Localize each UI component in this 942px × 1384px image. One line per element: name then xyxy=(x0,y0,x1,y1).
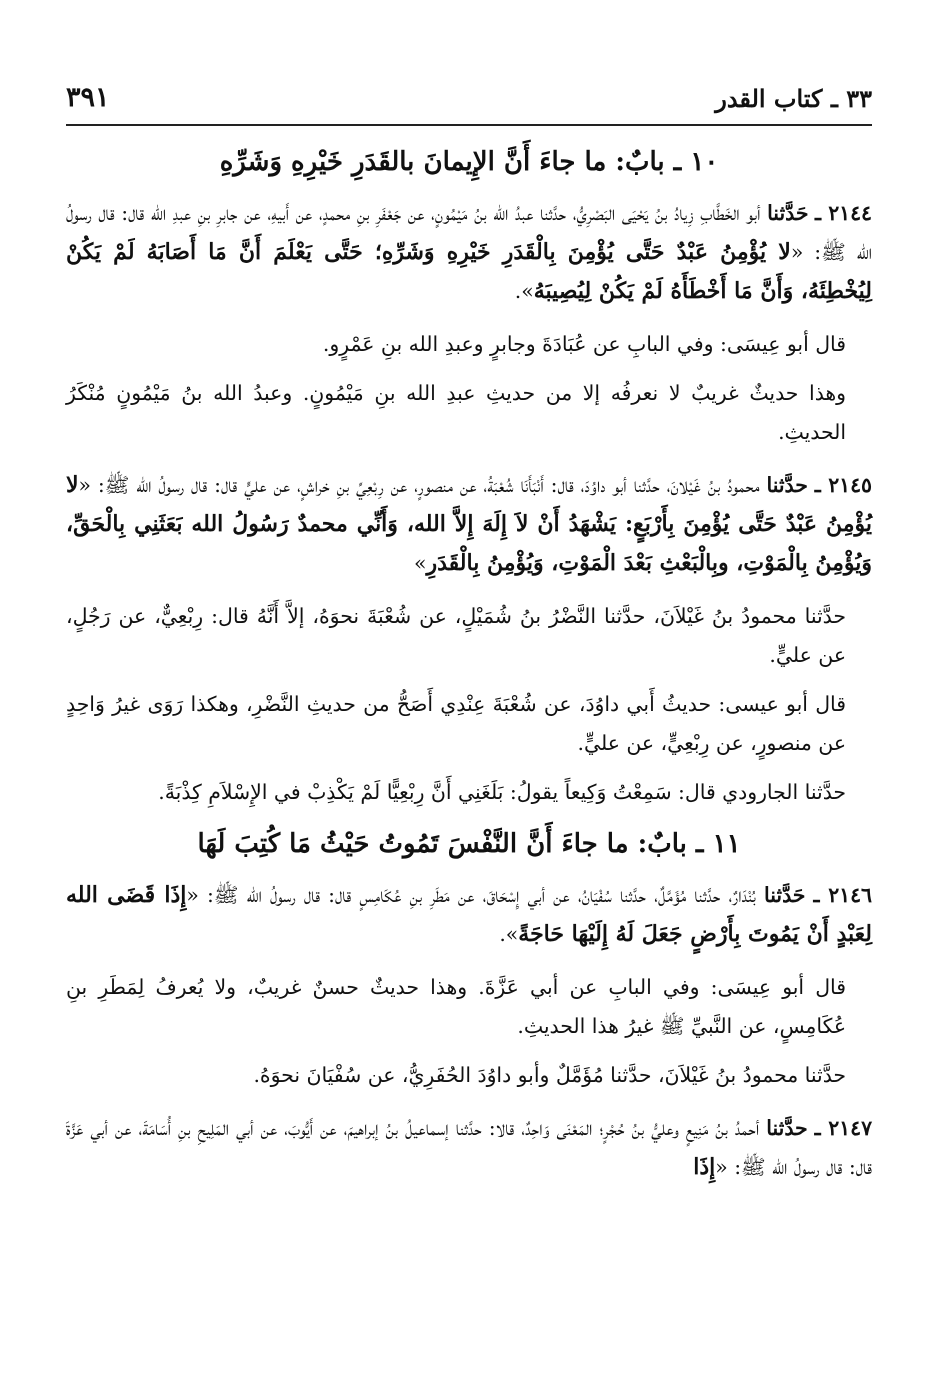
hadith-matn: إِذَا قَضَى الله لِعَبْدٍ أَنْ يَمُوتَ بِأَرْضٍ جَعَلَ لَهُ إِلَيْهَا حَاجَةً xyxy=(66,882,872,947)
commentary: قال أبو عِيسَى: وفي البابِ عن عُبَادَةَ وجابرٍ وعبدِ الله بنِ عَمْرٍو. xyxy=(322,332,846,356)
hadith-isnad: أبو الخَطَّابِ زِيادُ بنُ يَحْيَى البَصْرِيُّ، حدَّثنا عبدُ الله بنُ مَيْمُونٍ، عن جَعْفَرِ بنِ محمدٍ، عن أَبيهِ، عن جابرِ بنِ عبدِ الله قال: قال رسولُ الله ﷺ: « xyxy=(66,201,872,264)
hadith-isnad: محمودُ بنُ غَيْلانَ، حدَّثنا أبو داوُدَ، قال: أَنْبَأَنَا شُعْبَةُ، عن منصورٍ، عن رِبْعِيِّ بنِ خراشٍ، عن عليٍّ قال: قال رسولُ الله ﷺ: « xyxy=(78,473,760,497)
commentary: حدَّثنا محمودُ بنُ غَيْلاَنَ، حدَّثنا النَّضْرُ بنُ شُمَيْلٍ، عن شُعْبَةَ نحوَهُ، إلاَّ أَنَّهُ قال: رِبْعِيٌّ، عن رَجُلٍ، عن عليٍّ. xyxy=(66,604,846,667)
hadith-close: ». xyxy=(514,279,534,303)
chapter-title: ٣٣ ـ كتاب القدر xyxy=(715,84,872,113)
hadith-lead: حدَّثنا xyxy=(766,473,808,497)
hadith-matn: إِذَا xyxy=(693,1154,716,1180)
hadith-2146 xyxy=(66,876,872,954)
hadith-lead: حَدَّثنا xyxy=(767,201,809,225)
hadith-lead: حَدَّثنا xyxy=(764,883,806,907)
hadith-2147 xyxy=(66,1109,872,1187)
section-heading-11: ١١ ـ بابٌ: ما جاءَ أَنَّ النَّفْسَ تَمُوتُ حَيْثُ مَا كُتِبَ لَهَا xyxy=(197,829,741,859)
commentary: قال أبو عيسى: حديثُ أَبي داوُدَ، عن شُعْبَةَ عِنْدِي أَصَحُّ من حديثِ النَّضْرِ، وهكذا رَوَى غيرُ وَاحِدٍ عن منصورٍ، عن رِبْعِيٍّ، عن عليٍّ. xyxy=(66,692,846,755)
page-number: ٣٩١ xyxy=(66,82,110,113)
hadith-close: » xyxy=(414,551,427,575)
hadith-number: ٢١٤٤ ـ xyxy=(815,201,873,225)
hadith-matn: لا يُؤْمِنُ عَبْدٌ حَتَّى يُؤْمِنَ بِالْقَدَرِ خَيْرِهِ وَشَرِّهِ؛ حَتَّى يَعْلَمَ أَنَّ مَا أَصَابَهُ لَمْ يَكُنْ لِيُخْطِئَهُ، وَأَنَّ مَا أَخْطَأَهُ لَمْ يَكُنْ لِيُصِيبَهُ xyxy=(66,239,872,304)
running-header xyxy=(66,78,872,126)
commentary: وهذا حديثٌ غريبٌ لا نعرفُه إلا من حديثِ عبدِ الله بنِ مَيْمُونٍ. وعبدُ الله بنُ مَيْمُونٍ مُنْكَرُ الحديثِ. xyxy=(66,381,846,444)
hadith-isnad: بُنْدَارٌ، حدَّثنا مُؤَمَّلٌ، حدَّثنا سُفْيَانُ، عن أبي إِسْحَاقَ، عن مَطَرِ بنِ عُكَامِسٍ قال: قال رسولُ الله ﷺ: « xyxy=(186,883,756,907)
hadith-2145 xyxy=(66,466,872,583)
commentary: حدَّثنا الجارودي قال: سَمِعْتُ وَكِيعاً يقولُ: بَلَغَنِي أَنَّ رِبْعِيًّا لَمْ يَكْذِبْ في الإِسْلاَمِ كِذْبَةً. xyxy=(158,780,846,804)
hadith-isnad: أحمدُ بنُ مَنِيعٍ وعليُّ بنُ حُجْرٍ؛ المَعْنَى وَاحِدٌ، قالا: حدَّثنا إسماعيلُ بنُ إبراهيمَ، عن أَيُّوبَ، عن أبي المَلِيحِ بنِ أُسَامَةَ، عن أبي عَزَّةَ قال: قال رسولُ الله ﷺ: « xyxy=(66,1116,872,1179)
hadith-2144 xyxy=(66,194,872,311)
hadith-number: ٢١٤٦ ـ xyxy=(813,883,873,907)
commentary: قال أبو عِيسَى: وفي البابِ عن أبي عَزَّةَ. وهذا حديثٌ حسنٌ غريبٌ، ولا يُعرفُ لِمَطَرِ بنِ عُكَامِسٍ، عن النَّبيِّ ﷺ غيرُ هذا الحديثِ. xyxy=(66,975,846,1038)
commentary: حدَّثنا محمودُ بنُ غَيْلاَنَ، حدَّثنا مُؤَمَّلٌ وأبو داوُدَ الحُفَرِيُّ، عن سُفْيَانَ نحوَهُ. xyxy=(253,1063,846,1087)
hadith-matn: لا يُؤْمِنُ عَبْدٌ حَتَّى يُؤْمِنَ بِأَرْبَعٍ: يَشْهَدُ أَنْ لاَ إِلَهَ إِلاَّ الله، وَأَنِّي محمدٌ رَسُولُ الله بَعَثَنِي بِالْحَقِّ، وَيُؤْمِنُ بِالْمَوْتِ، وبِالْبَعْثِ بَعْدَ الْمَوْتِ، وَيُؤْمِنُ بِالْقَدَرِ xyxy=(66,472,872,576)
hadith-close: ». xyxy=(499,922,519,946)
section-heading-10: ١٠ ـ بابٌ: ما جاءَ أَنَّ الإِيمانَ بالقَدَرِ خَيْرِهِ وَشَرِّهِ xyxy=(219,147,719,177)
hadith-lead: حدَّثنا xyxy=(766,1116,808,1140)
hadith-number: ٢١٤٥ ـ xyxy=(814,473,872,497)
page-body xyxy=(66,140,872,1197)
hadith-number: ٢١٤٧ ـ xyxy=(814,1116,873,1140)
